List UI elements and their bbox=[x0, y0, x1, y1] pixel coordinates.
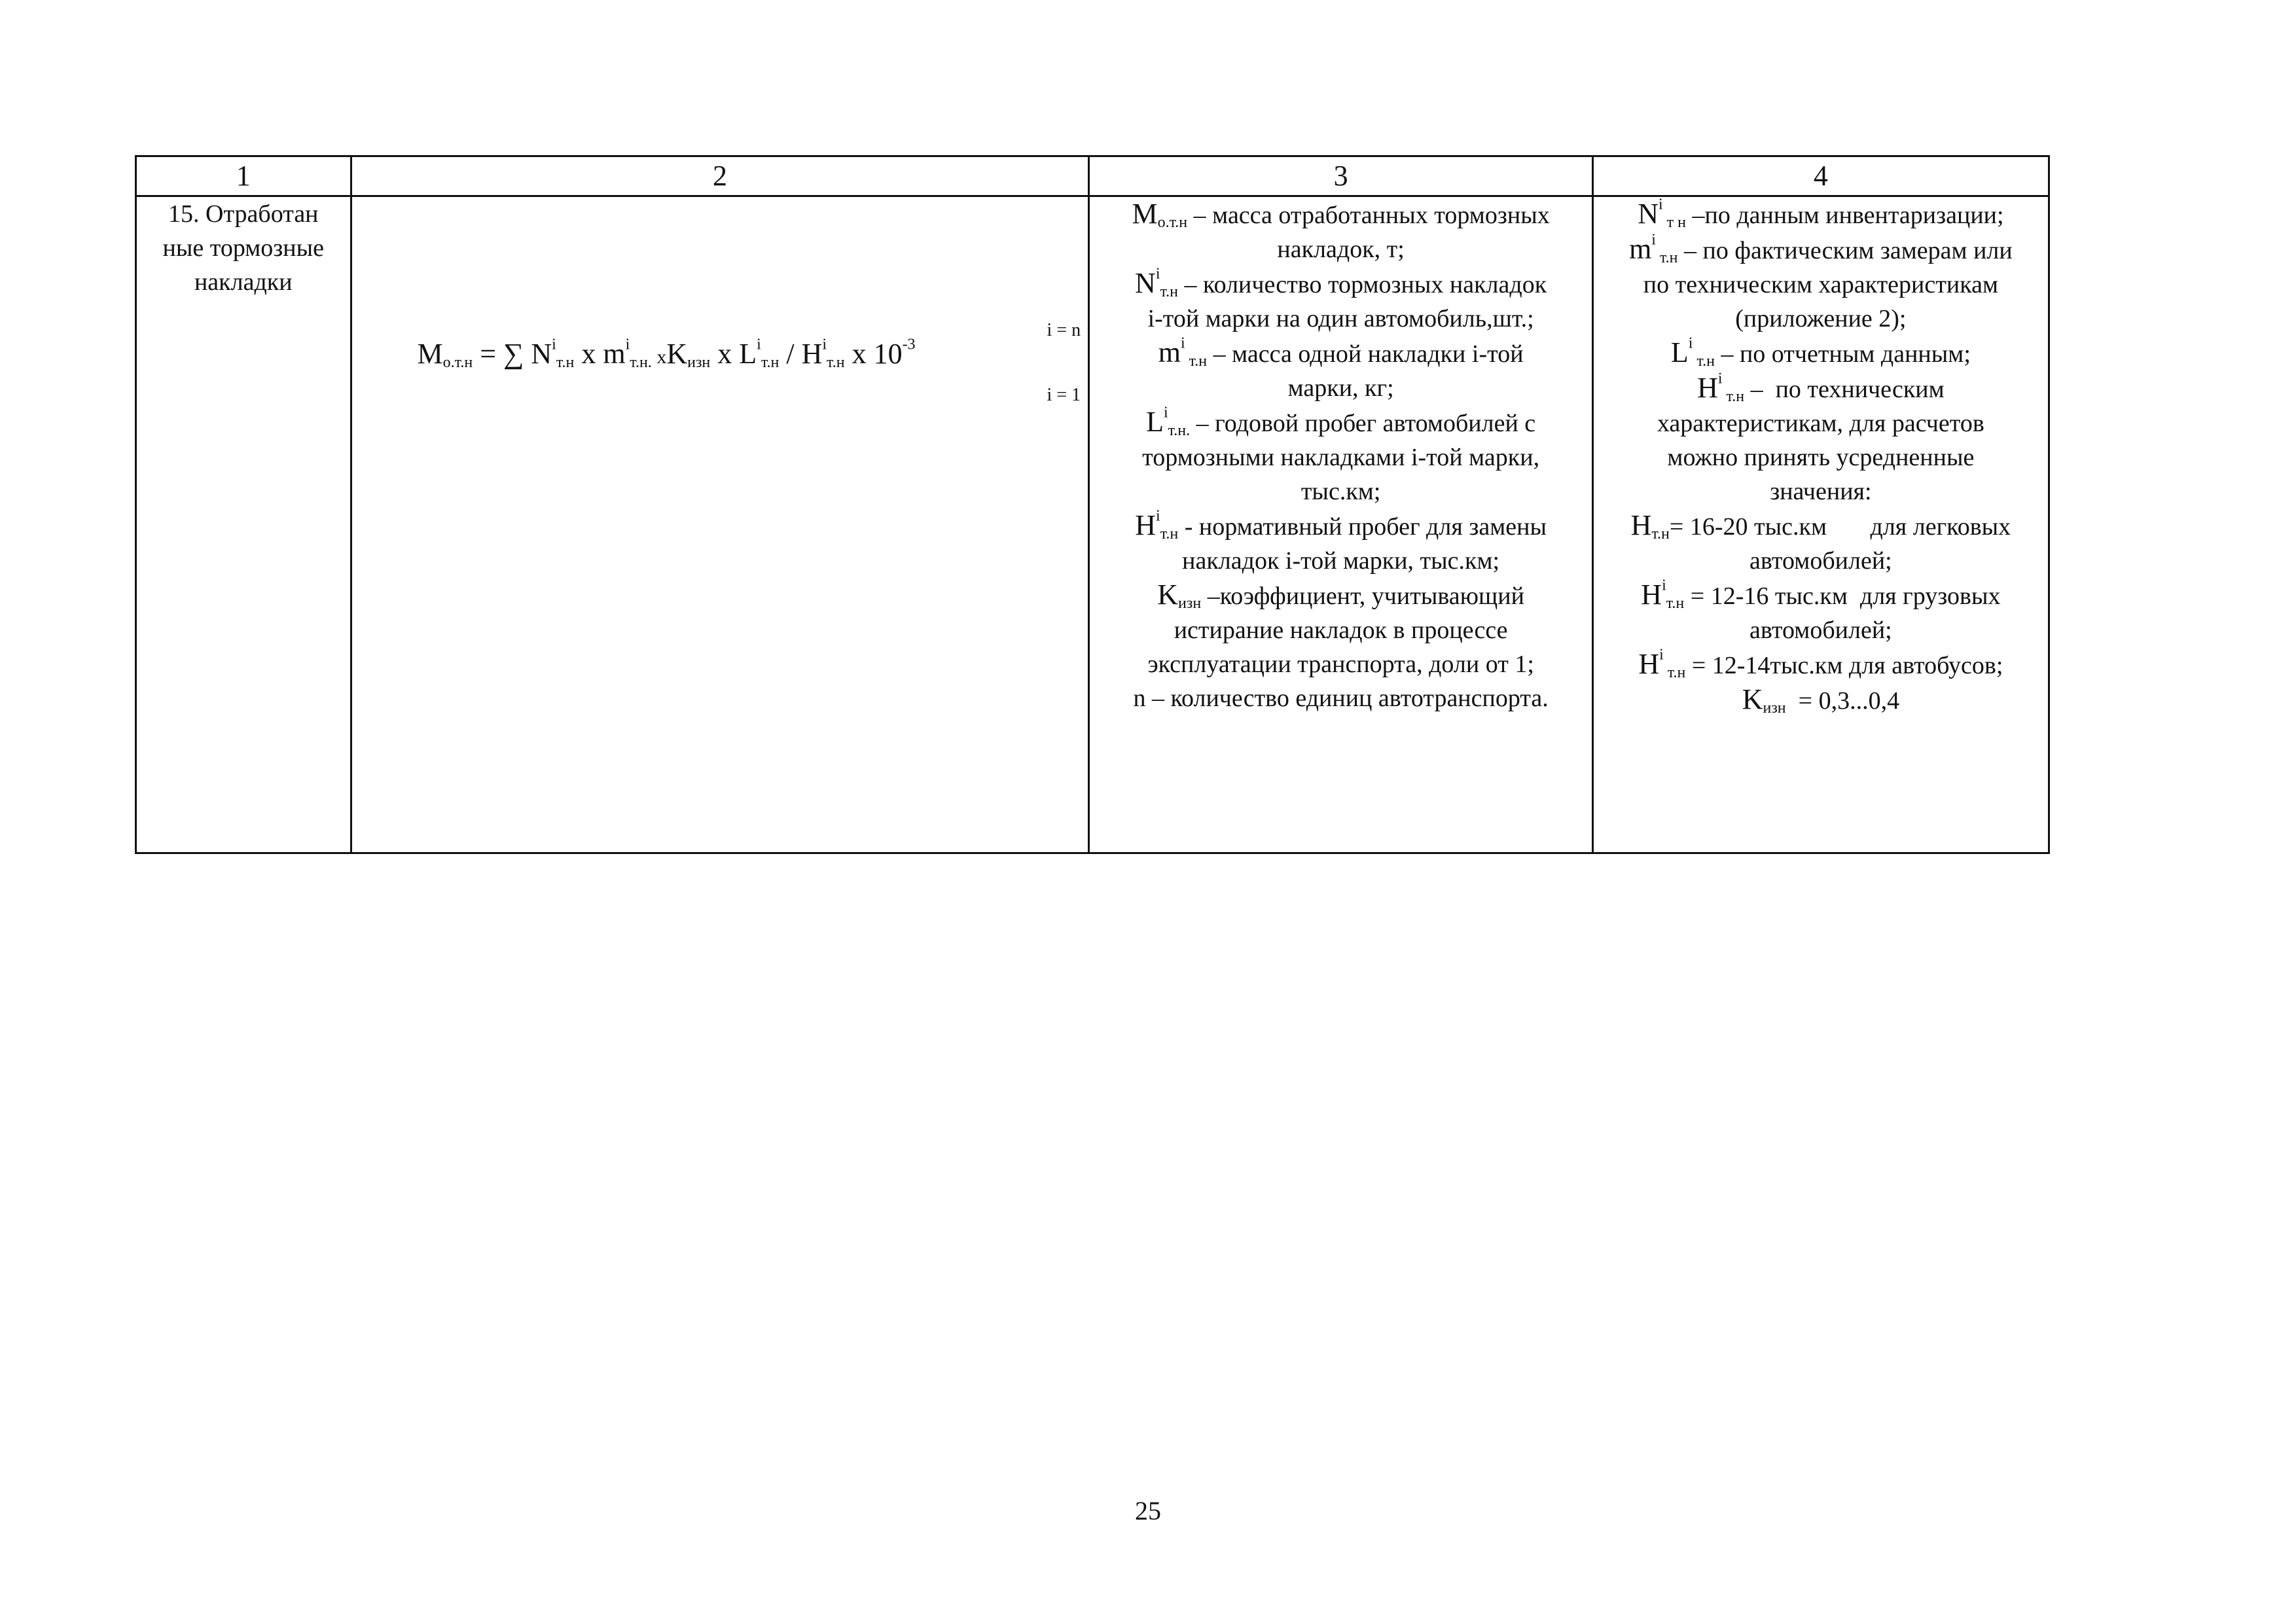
text-line bbox=[1096, 440, 1585, 474]
line-text: - нормативный пробег для замены bbox=[1178, 513, 1547, 541]
line-text: –по данным инвентаризации; bbox=[1685, 202, 2004, 229]
formula bbox=[352, 197, 1088, 852]
symbol-sub: изн bbox=[1763, 700, 1786, 717]
symbol: K bbox=[1742, 683, 1763, 715]
line-text: автомобилей; bbox=[1749, 547, 1892, 575]
header-cell-2: 2 bbox=[351, 156, 1089, 196]
line-text: значения: bbox=[1770, 478, 1872, 505]
formula-sup: i bbox=[822, 336, 827, 353]
header-cell-4: 4 bbox=[1592, 156, 2049, 196]
symbol: m bbox=[1158, 336, 1181, 368]
text-line bbox=[1096, 647, 1585, 681]
formula-sub: т.н bbox=[761, 354, 780, 371]
waste-name-line: 15. Отработан bbox=[168, 200, 319, 228]
symbol-sub: т.н bbox=[1160, 283, 1179, 300]
symbol-sup: i bbox=[1155, 265, 1160, 283]
symbol-sup: i bbox=[1180, 334, 1185, 352]
text-line bbox=[1600, 578, 2041, 613]
text-line bbox=[1600, 508, 2041, 544]
text-line bbox=[1096, 613, 1585, 647]
line-text: = 0,3...0,4 bbox=[1785, 687, 1900, 715]
text-line bbox=[1600, 336, 2041, 371]
formula-sup: i bbox=[552, 336, 556, 353]
line-text: характеристикам, для расчетов bbox=[1657, 410, 1984, 437]
text-line bbox=[1600, 683, 2041, 718]
line-text: –коэффициент, учитывающий bbox=[1201, 582, 1524, 610]
symbol-sup: i bbox=[1658, 196, 1663, 213]
symbol-sup: i bbox=[1163, 404, 1168, 421]
symbol: K bbox=[1157, 579, 1179, 611]
text-line bbox=[1600, 197, 2041, 232]
formula-sup: -3 bbox=[902, 336, 916, 353]
variables-cell bbox=[1089, 196, 1592, 853]
symbol-sub: т.н bbox=[1722, 388, 1745, 405]
page-number: 25 bbox=[1135, 1496, 1161, 1525]
formula-sup: i bbox=[757, 336, 761, 353]
line-text: = 12-16 тыс.км для грузовых bbox=[1684, 582, 2001, 610]
symbol-sub: о.т.н bbox=[1157, 214, 1188, 231]
text-line bbox=[1600, 371, 2041, 406]
line-text: – количество тормозных накладок bbox=[1178, 271, 1547, 298]
symbol-sub: т.н bbox=[1693, 353, 1715, 370]
sum-lower-limit: i = 1 bbox=[1047, 385, 1081, 405]
text-line bbox=[1600, 613, 2041, 647]
text-line bbox=[1600, 647, 2041, 683]
sum-upper-limit: i = n bbox=[1047, 320, 1081, 340]
formula-cell bbox=[351, 196, 1089, 853]
sources-list bbox=[1600, 197, 2041, 718]
symbol: H bbox=[1638, 648, 1660, 680]
formula-part: x bbox=[651, 346, 667, 368]
line-text: – масса одной накладки i-той bbox=[1207, 340, 1524, 368]
line-text: – по техническим bbox=[1744, 376, 1945, 403]
symbol: H bbox=[1697, 372, 1718, 404]
text-line bbox=[1096, 508, 1585, 544]
symbol-sub: т.н bbox=[1666, 595, 1685, 612]
text-line bbox=[1096, 336, 1585, 371]
text-line bbox=[1600, 474, 2041, 508]
symbol-sub: т.н bbox=[1651, 526, 1670, 543]
table-header-row bbox=[136, 156, 2049, 196]
line-text: накладок, т; bbox=[1277, 236, 1405, 263]
symbol: N bbox=[1135, 267, 1156, 299]
symbol: H bbox=[1630, 509, 1652, 541]
text-line bbox=[1096, 232, 1585, 266]
line-text: (приложение 2); bbox=[1735, 305, 1907, 332]
line-text: тормозными накладками i-той марки, bbox=[1142, 444, 1540, 471]
line-text: эксплуатации транспорта, доли от 1; bbox=[1147, 651, 1534, 678]
symbol-sup: i bbox=[1651, 231, 1656, 249]
line-text: i-той марки на один автомобиль,шт.; bbox=[1147, 305, 1534, 332]
text-line bbox=[1096, 681, 1585, 715]
symbol-sub: т.н. bbox=[1168, 422, 1191, 439]
text-line bbox=[1096, 405, 1585, 440]
line-text: – по фактическим замерам или bbox=[1677, 237, 2013, 264]
formula-part: M bbox=[417, 338, 443, 370]
data-table bbox=[135, 155, 2050, 854]
line-text: – годовой пробег автомобилей с bbox=[1190, 410, 1536, 437]
line-text: можно принять усредненные bbox=[1667, 444, 1975, 471]
symbol: H bbox=[1641, 579, 1662, 611]
formula-sub: т.н bbox=[827, 354, 845, 371]
symbol-sub: т н bbox=[1662, 214, 1686, 231]
symbol-sup: i bbox=[1717, 370, 1723, 387]
text-line bbox=[1600, 544, 2041, 578]
waste-name-line: накладки bbox=[194, 268, 293, 296]
formula-sub: т.н bbox=[556, 354, 575, 371]
line-text: n – количество единиц автотранспорта. bbox=[1133, 685, 1549, 712]
text-line bbox=[1096, 474, 1585, 508]
formula-expression bbox=[418, 334, 916, 377]
symbol: m bbox=[1629, 233, 1652, 265]
symbol: H bbox=[1135, 509, 1157, 541]
text-line bbox=[1600, 406, 2041, 440]
text-line bbox=[1600, 268, 2041, 302]
line-text: автомобилей; bbox=[1749, 616, 1892, 644]
formula-part: x m bbox=[574, 338, 626, 370]
sources-cell bbox=[1592, 196, 2049, 853]
text-line bbox=[1096, 302, 1585, 336]
symbol-sub: изн bbox=[1178, 595, 1202, 612]
formula-part: x L bbox=[710, 338, 757, 370]
formula-part: x 10 bbox=[844, 338, 903, 370]
line-text: марки, кг; bbox=[1287, 374, 1394, 402]
text-line bbox=[1600, 232, 2041, 268]
line-text: тыс.км; bbox=[1300, 478, 1381, 505]
line-text: = 12-14тыс.км для автобусов; bbox=[1685, 652, 2003, 679]
symbol-sub: т.н bbox=[1663, 664, 1686, 681]
text-line bbox=[1096, 266, 1585, 302]
symbol-sup: i bbox=[1659, 646, 1664, 664]
waste-name-line: ные тормозные bbox=[162, 234, 325, 262]
line-text: накладок i-той марки, тыс.км; bbox=[1182, 547, 1500, 575]
symbol-sub: т.н bbox=[1160, 526, 1179, 543]
text-line bbox=[1600, 302, 2041, 336]
line-text: – по отчетным данным; bbox=[1714, 340, 1971, 368]
line-text: – масса отработанных тормозных bbox=[1187, 202, 1550, 229]
line-text: истирание накладок в процессе bbox=[1174, 616, 1508, 644]
formula-part: K bbox=[666, 338, 688, 370]
line-text: = 16-20 тыс.км для легковых bbox=[1669, 513, 2011, 541]
formula-sub: о.т.н bbox=[442, 354, 473, 371]
symbol: N bbox=[1638, 198, 1659, 230]
text-line bbox=[1096, 578, 1585, 613]
line-text: по техническим характеристикам bbox=[1643, 271, 1998, 298]
symbol: L bbox=[1146, 406, 1164, 438]
symbol-sup: i bbox=[1156, 507, 1160, 525]
formula-sub: т.н. bbox=[630, 354, 652, 371]
variables-list bbox=[1096, 197, 1585, 715]
symbol-sup: i bbox=[1688, 334, 1693, 352]
symbol: M bbox=[1132, 198, 1158, 230]
waste-name-cell bbox=[136, 196, 351, 853]
symbol-sub: т.н bbox=[1185, 353, 1208, 370]
text-line bbox=[1096, 544, 1585, 578]
symbol: L bbox=[1670, 336, 1689, 368]
header-cell-1: 1 bbox=[136, 156, 351, 196]
formula-part: = ∑ N bbox=[473, 338, 552, 370]
text-line bbox=[1600, 440, 2041, 474]
symbol-sub: т.н bbox=[1655, 249, 1678, 266]
header-cell-3: 3 bbox=[1089, 156, 1592, 196]
formula-sup: i bbox=[625, 336, 630, 353]
text-line bbox=[1096, 197, 1585, 232]
symbol-sup: i bbox=[1662, 577, 1666, 594]
formula-part: / H bbox=[779, 338, 823, 370]
formula-sub: изн bbox=[687, 354, 711, 371]
text-line bbox=[1096, 371, 1585, 405]
table-row bbox=[136, 196, 2049, 853]
